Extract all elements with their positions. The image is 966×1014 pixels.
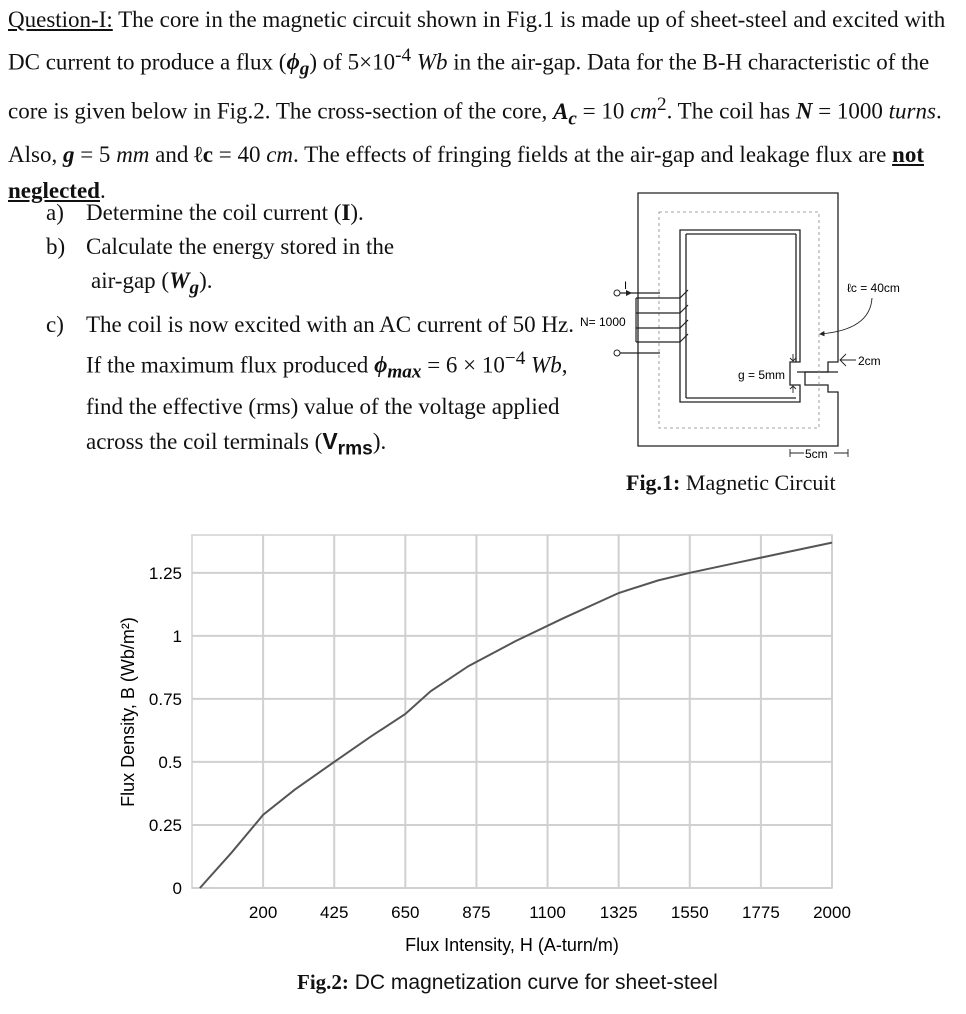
question-text-5: . The coil has	[666, 98, 796, 124]
length-unit: cm	[266, 142, 294, 167]
x-tick-label: 2000	[813, 903, 851, 922]
lc-label: ℓc = 40cm	[847, 281, 900, 295]
question-text-7: . Also,	[8, 98, 942, 167]
part-c-subscript: max	[387, 361, 422, 383]
flux-unit: Wb	[411, 49, 448, 75]
y-tick-label: 0	[172, 879, 182, 898]
x-tick-label: 1550	[670, 903, 709, 922]
width-marker	[840, 354, 856, 366]
depth-label: 5cm	[805, 447, 828, 461]
fig1-caption-text: Magnetic Circuit	[680, 470, 836, 495]
part-b-end: ).	[199, 268, 213, 293]
part-a-text: Determine the coil current (	[86, 200, 342, 225]
gap-unit: mm	[116, 142, 150, 167]
part-c-text: The coil is now excited with an AC current of 50 Hz. If the maximum flux produced	[86, 311, 574, 378]
part-c-end: ).	[372, 428, 387, 454]
lc-leader	[820, 298, 872, 334]
y-axis-label: Flux Density, B (Wb/m²)	[118, 617, 138, 807]
mean-path-dashed	[659, 212, 819, 428]
x-tick-label: 1775	[741, 903, 780, 922]
terminal-bottom	[614, 350, 620, 356]
fig2-caption-bold: Fig.2:	[297, 970, 349, 994]
fig1-caption	[626, 470, 836, 496]
part-a-label: a)	[46, 200, 64, 225]
x-tick-label: 425	[320, 903, 349, 922]
part-c-symbol-sub: rms	[337, 438, 373, 460]
part-c	[46, 308, 576, 467]
magnetic-circuit-figure	[570, 180, 900, 470]
y-tick-label: 1	[172, 626, 182, 646]
bh-curve-line	[200, 543, 832, 888]
question-text-3: in the air-gap. Data for the B-H characteristic of the core is given below in Fig.2. The cross-section of the core,	[8, 49, 930, 124]
question-text-8: = 5	[74, 142, 117, 167]
current-label: I	[624, 280, 628, 292]
question-label: Question-I:	[8, 7, 113, 32]
part-a-symbol: I	[341, 200, 351, 225]
part-c-text-2: , find the effective (rms) value of the voltage applied across the coil terminals (	[86, 352, 568, 454]
question-text-2: ) of 5×10	[309, 49, 396, 75]
question-text-1: The core in the magnetic circuit shown in Fig.1 is made up of sheet-steel and excited with DC current to produce a flux (	[8, 7, 946, 75]
gap-label: g = 5mm	[738, 368, 786, 382]
core-outer-outline	[638, 193, 838, 446]
lc-symbol: ℓc	[194, 142, 213, 167]
question-text-9: and	[149, 142, 195, 167]
part-c-phi: ϕ	[374, 352, 388, 378]
area-unit: cm	[630, 98, 657, 124]
part-a	[46, 196, 576, 230]
phi-g-subscript: g	[299, 58, 310, 80]
question-text-12: .	[99, 177, 106, 203]
coil-windings	[620, 290, 688, 353]
part-b-text: Calculate the energy stored in the	[86, 234, 395, 259]
plot-frame	[192, 535, 832, 888]
question-text-11: . The effects of fringing fields at the air-gap and leakage flux are	[293, 142, 893, 167]
x-tick-label: 200	[248, 903, 278, 922]
part-c-exponent: −4	[504, 347, 526, 369]
sub-questions	[46, 196, 576, 466]
part-a-end: ).	[350, 200, 364, 225]
y-tick-label: 1.25	[148, 563, 182, 583]
ac-subscript: c	[568, 108, 577, 130]
x-tick-label: 875	[462, 903, 491, 922]
y-tick-label: 0.5	[158, 752, 182, 772]
width-label: 2cm	[858, 354, 881, 368]
part-b-subscript: g	[189, 277, 200, 299]
area-exponent: 2	[656, 94, 667, 116]
part-c-unit: Wb	[525, 352, 562, 378]
bh-chart	[0, 500, 966, 965]
part-c-label: c)	[46, 311, 64, 337]
part-b-text-2: air-gap (	[91, 268, 170, 293]
x-tick-label: 1325	[599, 903, 638, 922]
fig2-caption-text: DC magnetization curve for sheet-steel	[348, 971, 718, 994]
fig2-caption	[297, 970, 718, 995]
phi-g-symbol: ϕ	[286, 49, 300, 75]
flux-exponent: -4	[395, 44, 412, 66]
not-neglected-emphasis: not neglected	[8, 142, 924, 203]
part-b	[46, 230, 576, 306]
question-text-10: = 40	[212, 142, 267, 167]
fig1-caption-bold: Fig.1:	[626, 470, 681, 495]
part-b-symbol: W	[169, 268, 190, 293]
terminal-top	[614, 290, 620, 296]
y-tick-label: 0.75	[148, 689, 182, 709]
gap-arrows	[790, 354, 796, 393]
x-tick-label: 1100	[529, 903, 566, 922]
part-c-equation: = 6 × 10	[421, 352, 505, 378]
x-axis-label: Flux Intensity, H (A-turn/m)	[405, 935, 619, 955]
n-symbol: N	[795, 98, 813, 124]
ac-symbol: A	[553, 98, 569, 124]
part-b-label: b)	[46, 234, 66, 259]
x-tick-label: 650	[391, 903, 420, 922]
turns-unit: turns	[888, 98, 936, 124]
g-symbol: g	[62, 142, 75, 167]
part-c-symbol: V	[322, 427, 338, 454]
question-paragraph	[8, 2, 960, 208]
turns-label: N= 1000	[580, 315, 626, 329]
question-text-6: = 1000	[812, 98, 889, 124]
question-text-4: = 10	[576, 98, 631, 124]
y-tick-label: 0.25	[148, 815, 182, 835]
